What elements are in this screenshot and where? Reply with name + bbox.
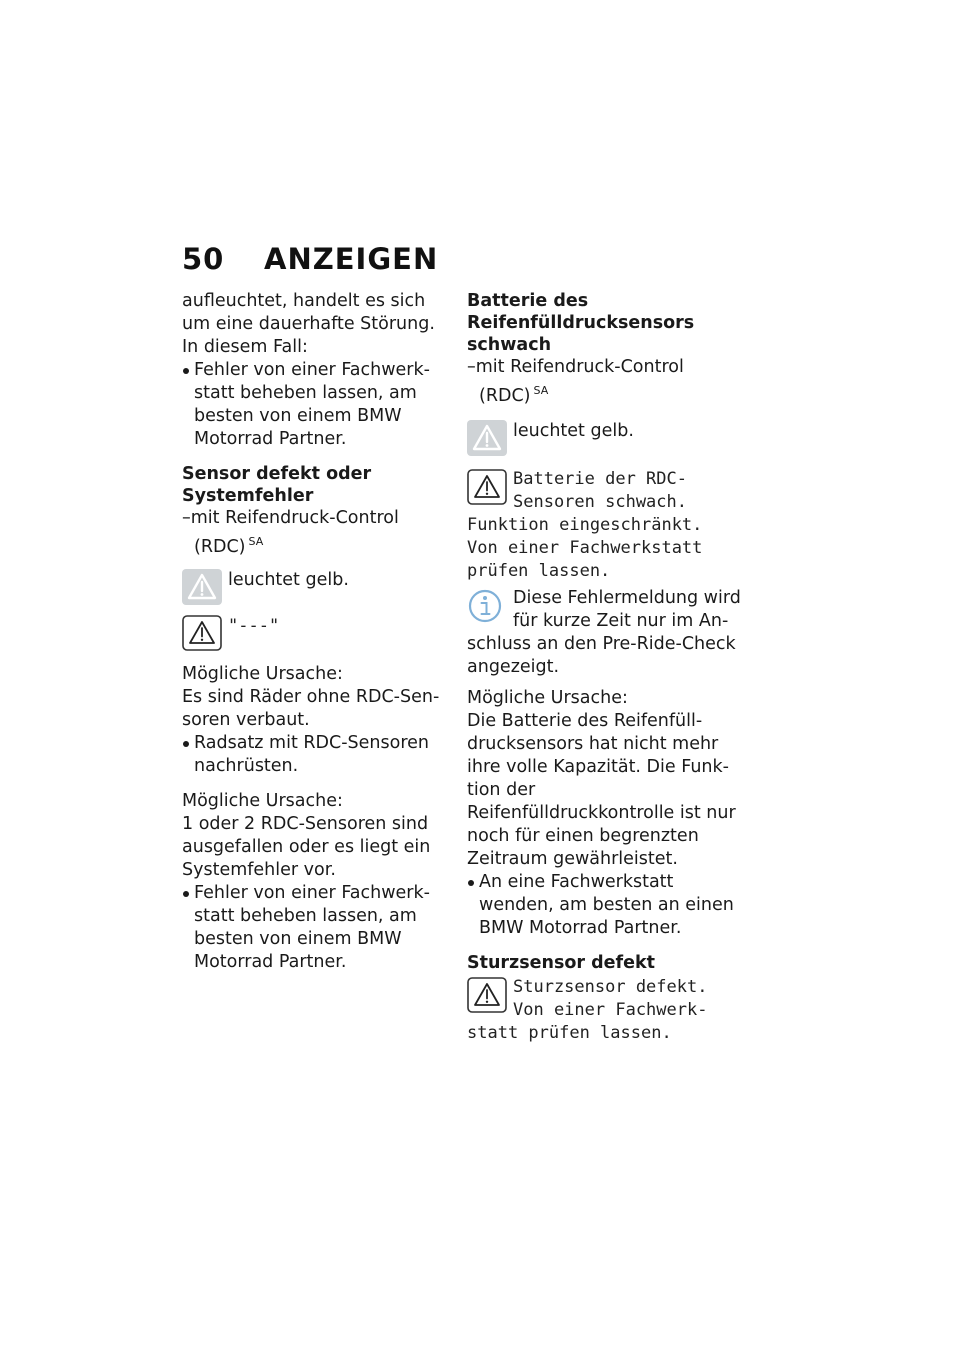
dash-rdc-text: –mit Reifendruck-Control (RDC) bbox=[467, 357, 684, 406]
heading-battery-weak: Batterie des Reifenfülldrucksensors schwach bbox=[467, 291, 695, 355]
sa-superscript: SA bbox=[248, 535, 264, 548]
bullet-item: Fehler von einer Fachwerkstatt beheben lassen, am besten von einem BMW Motorrad Partner. bbox=[182, 359, 452, 451]
cause-label: Mögliche Ursache: bbox=[182, 791, 343, 811]
indicator-row bbox=[182, 569, 452, 605]
lights-yellow-text: leuchtet gelb. bbox=[228, 570, 349, 590]
dash-rdc-text: –mit Reifendruck-Control (RDC) bbox=[182, 508, 399, 557]
page-number: 50 bbox=[182, 242, 225, 276]
cause-text: Es sind Räder ohne RDC-Sensoren verbaut. bbox=[182, 687, 440, 730]
intro-text: aufleuchtet, handelt es sich um eine dauerhafte Störung. bbox=[182, 291, 435, 334]
bullet-item: Fehler von einer Fachwerkstatt beheben lassen, am besten von einem BMW Motorrad Partner. bbox=[182, 882, 452, 974]
cause-label: Mögliche Ursache: bbox=[467, 688, 628, 708]
dash-item-rdc bbox=[182, 507, 452, 559]
display-battery-text: Batterie der RDC-Sensoren schwach. Funktion eingeschränkt. Von einer Fachwerkstatt prüfen lassen. bbox=[467, 469, 703, 581]
right-column bbox=[467, 290, 742, 1045]
heading-sensor-defect: Sensor defekt oder Systemfehler bbox=[182, 464, 372, 506]
sa-superscript: SA bbox=[533, 384, 549, 397]
warning-display-icon bbox=[467, 469, 507, 505]
display-row bbox=[182, 615, 452, 651]
info-text: Diese Fehlermeldung wird für kurze Zeit nur im Anschluss an den Pre-Ride-Check angezeigt. bbox=[467, 588, 741, 677]
lights-yellow-text: leuchtet gelb. bbox=[513, 421, 634, 441]
warning-display-icon bbox=[467, 977, 507, 1013]
warning-light-icon bbox=[182, 569, 222, 605]
display-dashes: "---" bbox=[228, 616, 280, 636]
cause-label: Mögliche Ursache: bbox=[182, 664, 343, 684]
display-message-block bbox=[467, 976, 742, 1045]
display-fall-text: Sturzsensor defekt. Von einer Fachwerkstatt prüfen lassen. bbox=[467, 977, 708, 1043]
bullet-item: An eine Fachwerkstatt wenden, am besten an einen BMW Motorrad Partner. bbox=[467, 871, 742, 940]
info-icon bbox=[467, 588, 507, 624]
left-column bbox=[182, 290, 452, 974]
in-this-case-label: In diesem Fall: bbox=[182, 337, 308, 357]
cause-text: Die Batterie des Reifenfülldrucksensors hat nicht mehr ihre volle Kapazität. Die Funktion der Reifenfülldruckkontrolle ist nur noch für einen begrenzten Zeitraum gewährleistet. bbox=[467, 711, 736, 869]
display-message-block bbox=[467, 468, 742, 583]
cause-text: 1 oder 2 RDC-Sensoren sind ausgefallen oder es liegt ein Systemfehler vor. bbox=[182, 814, 431, 880]
chapter-title: ANZEIGEN bbox=[264, 242, 439, 276]
info-block bbox=[467, 587, 742, 679]
warning-light-icon bbox=[467, 420, 507, 456]
warning-display-icon bbox=[182, 615, 222, 651]
bullet-item: Radsatz mit RDC-Sensoren nachrüsten. bbox=[182, 732, 452, 778]
dash-item-rdc bbox=[467, 356, 742, 408]
heading-fall-sensor: Sturzsensor defekt bbox=[467, 953, 656, 973]
indicator-row bbox=[467, 420, 742, 456]
page-header bbox=[182, 242, 438, 276]
